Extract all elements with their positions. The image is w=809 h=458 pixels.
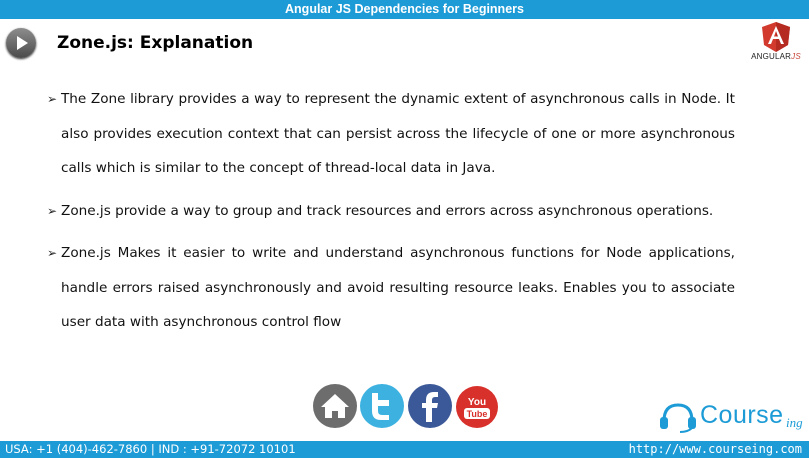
youtube-text-top: You bbox=[467, 397, 487, 408]
angular-shield-icon bbox=[762, 22, 790, 52]
home-icon bbox=[313, 384, 357, 428]
facebook-icon bbox=[408, 384, 452, 428]
bullet-text: The Zone library provides a way to represent the dynamic extent of asynchronous calls in Node. It also provides execution context that can persist across the lifecycle of one or more asynchronous calls which is similar to the concept of thread-local data in Java. bbox=[61, 91, 735, 176]
youtube-link[interactable] bbox=[456, 386, 498, 428]
brand-name: Course bbox=[700, 401, 784, 429]
bullet-text: Zone.js Makes it easier to write and understand asynchronous functions for Node applications, handle errors raised asynchronously and avoid resulting resource leaks. Enables you to associate user data with asynchronous control flow bbox=[61, 245, 735, 330]
bullet-item bbox=[47, 236, 735, 340]
twitter-link[interactable] bbox=[360, 384, 404, 428]
logo-prefix: ANGULAR bbox=[751, 52, 792, 61]
bullet-arrow-icon: ➢ bbox=[47, 92, 58, 106]
bullet-item bbox=[47, 194, 735, 229]
headset-icon bbox=[658, 399, 698, 433]
header-bar bbox=[0, 0, 809, 19]
facebook-link[interactable] bbox=[408, 384, 452, 428]
bullet-text: Zone.js provide a way to group and track resources and errors across asynchronous operations. bbox=[61, 202, 714, 219]
bullet-arrow-icon: ➢ bbox=[47, 246, 58, 260]
play-icon bbox=[6, 28, 36, 58]
youtube-text-bottom: Tube bbox=[466, 409, 488, 419]
play-button[interactable] bbox=[6, 28, 36, 58]
footer-bar bbox=[0, 441, 809, 458]
footer-contact: USA: +1 (404)-462-7860 | IND : +91-72072 10101 bbox=[5, 442, 296, 456]
logo-text bbox=[745, 52, 807, 61]
courseing-brand-logo bbox=[658, 399, 808, 433]
angularjs-logo bbox=[745, 22, 807, 64]
logo-suffix: JS bbox=[791, 52, 801, 61]
bullet-item bbox=[47, 82, 735, 186]
twitter-icon bbox=[360, 384, 404, 428]
slide-title: Zone.js: Explanation bbox=[57, 33, 254, 53]
bullet-arrow-icon: ➢ bbox=[47, 203, 58, 218]
footer-website-link[interactable]: http://www.courseing.com bbox=[628, 442, 802, 456]
youtube-icon bbox=[456, 386, 498, 428]
brand-suffix: ing bbox=[786, 415, 803, 430]
bullet-list bbox=[47, 82, 735, 348]
header-title: Angular JS Dependencies for Beginners bbox=[285, 2, 524, 16]
home-link[interactable] bbox=[313, 384, 357, 428]
